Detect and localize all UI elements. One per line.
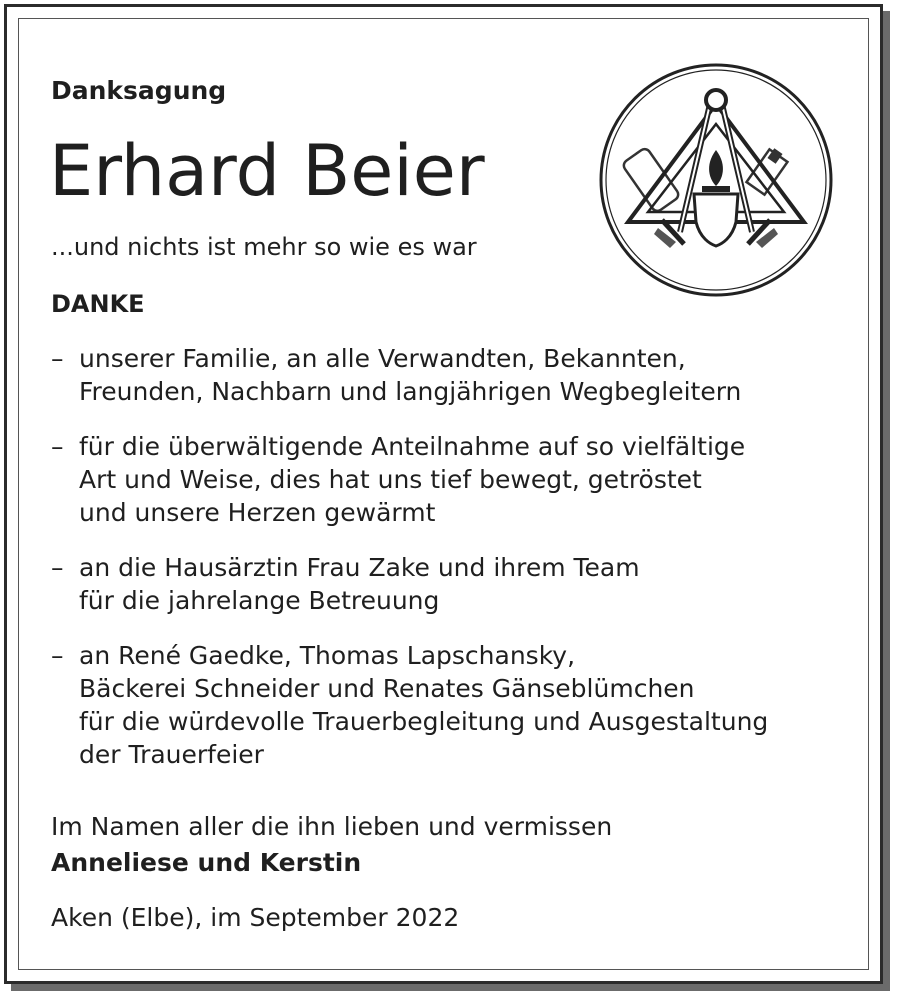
list-item	[51, 430, 851, 529]
signers: Anneliese und Kerstin	[51, 848, 362, 877]
place-date: Aken (Elbe), im September 2022	[51, 903, 460, 932]
list-item	[51, 639, 851, 771]
item-line: Art und Weise, dies hat uns tief bewegt, getröstet	[79, 465, 702, 494]
item-line: für die überwältigende Anteilnahme auf so vielfältige	[79, 432, 746, 461]
item-line: Bäckerei Schneider und Renates Gänseblümchen	[79, 674, 695, 703]
dash: –	[51, 553, 64, 582]
dash: –	[51, 641, 64, 670]
dash: –	[51, 344, 64, 373]
item-line: der Trauerfeier	[79, 740, 264, 769]
thanks-list	[51, 342, 851, 793]
mason-emblem-icon	[598, 62, 834, 298]
list-item	[51, 342, 851, 408]
subtitle: ...und nichts ist mehr so wie es war	[51, 233, 477, 261]
deceased-name: Erhard Beier	[49, 130, 485, 212]
closing-text: Im Namen aller die ihn lieben und vermissen	[51, 812, 613, 841]
dash: –	[51, 432, 64, 461]
item-line: für die würdevolle Trauerbegleitung und Ausgestaltung	[79, 707, 769, 736]
list-item	[51, 551, 851, 617]
thanks-label: DANKE	[51, 290, 145, 318]
item-line: an René Gaedke, Thomas Lapschansky,	[79, 641, 576, 670]
item-line: unserer Familie, an alle Verwandten, Bekannten,	[79, 344, 686, 373]
item-line: für die jahrelange Betreuung	[79, 586, 440, 615]
item-line: an die Hausärztin Frau Zake und ihrem Team	[79, 553, 640, 582]
notice-heading: Danksagung	[51, 76, 227, 105]
item-line: Freunden, Nachbarn und langjährigen Wegbegleitern	[79, 377, 742, 406]
item-line: und unsere Herzen gewärmt	[79, 498, 436, 527]
